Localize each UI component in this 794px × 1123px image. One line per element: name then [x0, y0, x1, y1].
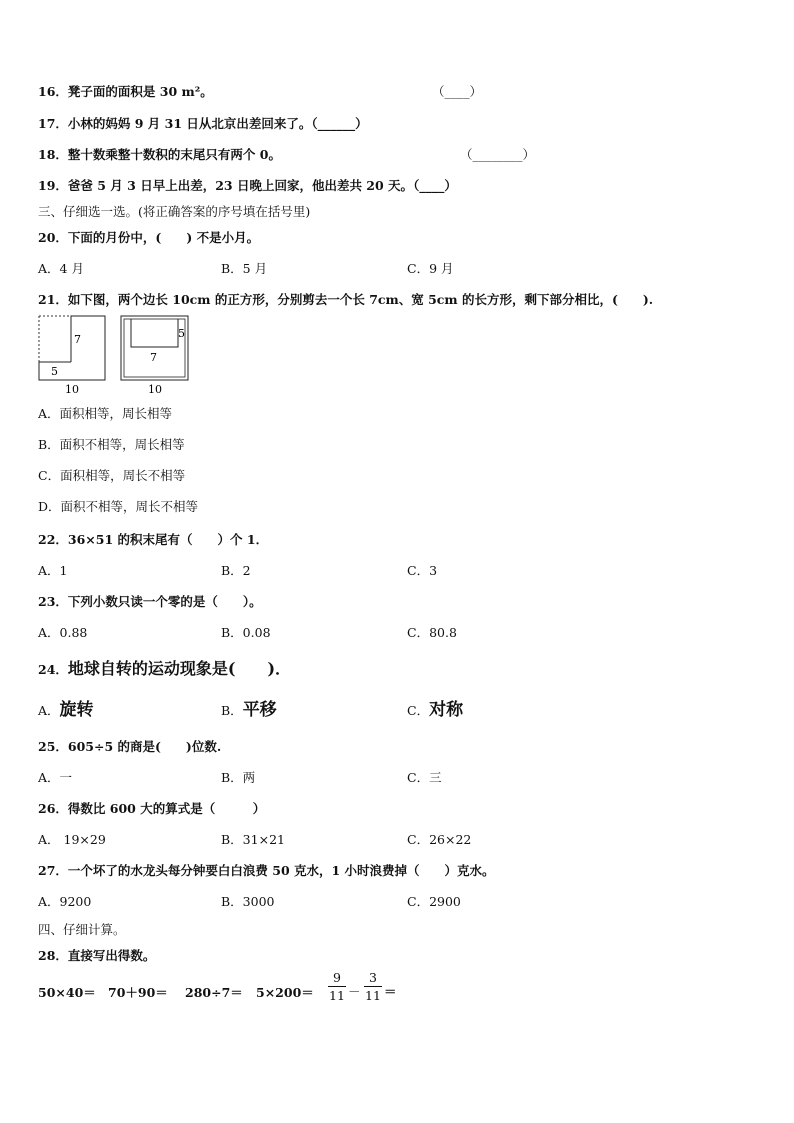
question-number: 22． [38, 532, 68, 547]
calc-item-2[interactable]: 70＋90＝ [108, 985, 168, 1000]
option-b[interactable]: B．0.08 [221, 625, 271, 640]
fraction-expression[interactable] [328, 970, 408, 1014]
square-figures [30, 310, 210, 398]
question-text: 直接写出得数。 [67, 948, 156, 963]
question-23 [38, 594, 262, 610]
calc-item-1[interactable]: 50×40＝ [38, 985, 96, 1000]
option-letter: B． [221, 703, 243, 718]
question-number: 24． [38, 662, 68, 677]
option-c[interactable]: C．9 月 [407, 261, 454, 276]
question-24 [38, 659, 291, 680]
fig1-side-label: 7 [74, 333, 81, 346]
question-text: 如下图，两个边长 10cm 的正方形，分别剪去一个长 7cm、宽 5cm 的长方形，剩下部分相比，( ). [67, 292, 654, 307]
option-b[interactable]: B．31×21 [221, 832, 285, 847]
question-text: 下面的月份中，( ) 不是小月。 [67, 230, 260, 245]
option-b[interactable]: B．3000 [221, 894, 275, 909]
figure-2 [121, 316, 188, 396]
numerator: 9 [333, 970, 341, 985]
question-number: 19． [38, 178, 68, 193]
option-c[interactable]: C．2900 [407, 894, 461, 909]
option-a[interactable]: A． 19×29 [38, 832, 106, 847]
fig2-inner-label: 7 [150, 351, 157, 364]
question-22 [38, 532, 268, 548]
option-letter: C． [407, 703, 430, 718]
question-17 [38, 116, 368, 132]
question-26 [38, 801, 265, 817]
fig2-width-label: 10 [148, 383, 162, 396]
question-number: 18． [38, 147, 68, 162]
option-a[interactable]: A．9200 [38, 894, 92, 909]
equals-sign: ＝ [384, 984, 397, 999]
fraction-1 [328, 970, 346, 1003]
question-text: 爸爸 5 月 3 日早上出差，23 日晚上回家，他出差共 20 天。 [67, 178, 414, 193]
figure-1 [39, 316, 105, 396]
question-number: 25． [38, 739, 68, 754]
fig2-side-label: 5 [178, 327, 185, 340]
option-b[interactable]: B．面积不相等，周长相等 [38, 437, 185, 452]
option-b[interactable]: B．5 月 [221, 261, 268, 276]
question-number: 20． [38, 230, 68, 245]
question-number: 28． [38, 948, 68, 963]
fig1-inner-label: 5 [51, 365, 58, 378]
option-a[interactable]: A．4 月 [38, 261, 84, 276]
option-text: 平移 [242, 700, 277, 720]
option-b[interactable] [221, 700, 277, 721]
question-text: 凳子面的面积是 30 m²。 [67, 84, 213, 99]
denominator: 11 [365, 988, 381, 1003]
question-21 [38, 292, 653, 308]
fraction-bar [328, 986, 346, 987]
denominator: 11 [329, 988, 345, 1003]
option-c[interactable] [407, 700, 463, 721]
option-b[interactable]: B．两 [221, 770, 256, 785]
calc-item-4[interactable]: 5×200＝ [256, 985, 314, 1000]
fraction-2 [364, 970, 382, 1003]
option-c[interactable]: C．面积相等，周长不相等 [38, 468, 186, 483]
option-c[interactable]: C．三 [407, 770, 442, 785]
option-a[interactable]: A．0.88 [38, 625, 88, 640]
option-a[interactable] [38, 700, 94, 721]
option-c[interactable]: C．3 [407, 563, 438, 578]
answer-paren[interactable]: （____） [413, 178, 457, 193]
option-a[interactable]: A．面积相等，周长相等 [38, 406, 173, 421]
answer-paren[interactable]: （______） [311, 116, 368, 131]
option-letter: A． [38, 703, 60, 718]
question-text: 得数比 600 大的算式是（ ） [67, 801, 266, 816]
question-text: 下列小数只读一个零的是（ ）。 [67, 594, 262, 609]
question-19 [38, 178, 457, 194]
option-text: 旋转 [59, 700, 94, 720]
option-text: 对称 [429, 700, 464, 720]
question-text: 小林的妈妈 9 月 31 日从北京出差回来了。 [67, 116, 312, 131]
option-b[interactable]: B．2 [221, 563, 251, 578]
question-text: 605÷5 的商是( )位数. [67, 739, 222, 754]
question-text: 一个坏了的水龙头每分钟要白白浪费 50 克水，1 小时浪费掉（ ）克水。 [67, 863, 495, 878]
question-number: 27． [38, 863, 68, 878]
option-a[interactable]: A．1 [38, 563, 68, 578]
question-16 [38, 84, 213, 100]
question-text: 地球自转的运动现象是( )． [67, 659, 292, 678]
question-number: 26． [38, 801, 68, 816]
question-number: 17． [38, 116, 68, 131]
question-number: 23． [38, 594, 68, 609]
minus-sign: － [348, 984, 361, 999]
question-text: 36×51 的积末尾有（ ）个 1． [67, 532, 269, 547]
section-3-heading: 三、仔细选一选。(将正确答案的序号填在括号里) [38, 204, 311, 219]
question-25 [38, 739, 221, 755]
option-c[interactable]: C．80.8 [407, 625, 457, 640]
option-c[interactable]: C．26×22 [407, 832, 472, 847]
question-text: 整十数乘整十数积的末尾只有两个 0。 [67, 147, 281, 162]
question-number: 16． [38, 84, 68, 99]
question-28 [38, 948, 155, 964]
fig1-width-label: 10 [65, 383, 79, 396]
section-4-heading: 四、仔细计算。 [38, 922, 126, 937]
question-27 [38, 863, 495, 879]
fraction-bar [364, 986, 382, 987]
numerator: 3 [369, 970, 377, 985]
question-number: 21． [38, 292, 68, 307]
answer-paren[interactable]: （________） [460, 147, 536, 162]
question-18 [38, 147, 281, 163]
question-20 [38, 230, 259, 246]
answer-paren[interactable]: （____） [432, 84, 483, 99]
calc-item-3[interactable]: 280÷7＝ [185, 985, 243, 1000]
option-d[interactable]: D．面积不相等，周长不相等 [38, 499, 199, 514]
option-a[interactable]: A．一 [38, 770, 73, 785]
